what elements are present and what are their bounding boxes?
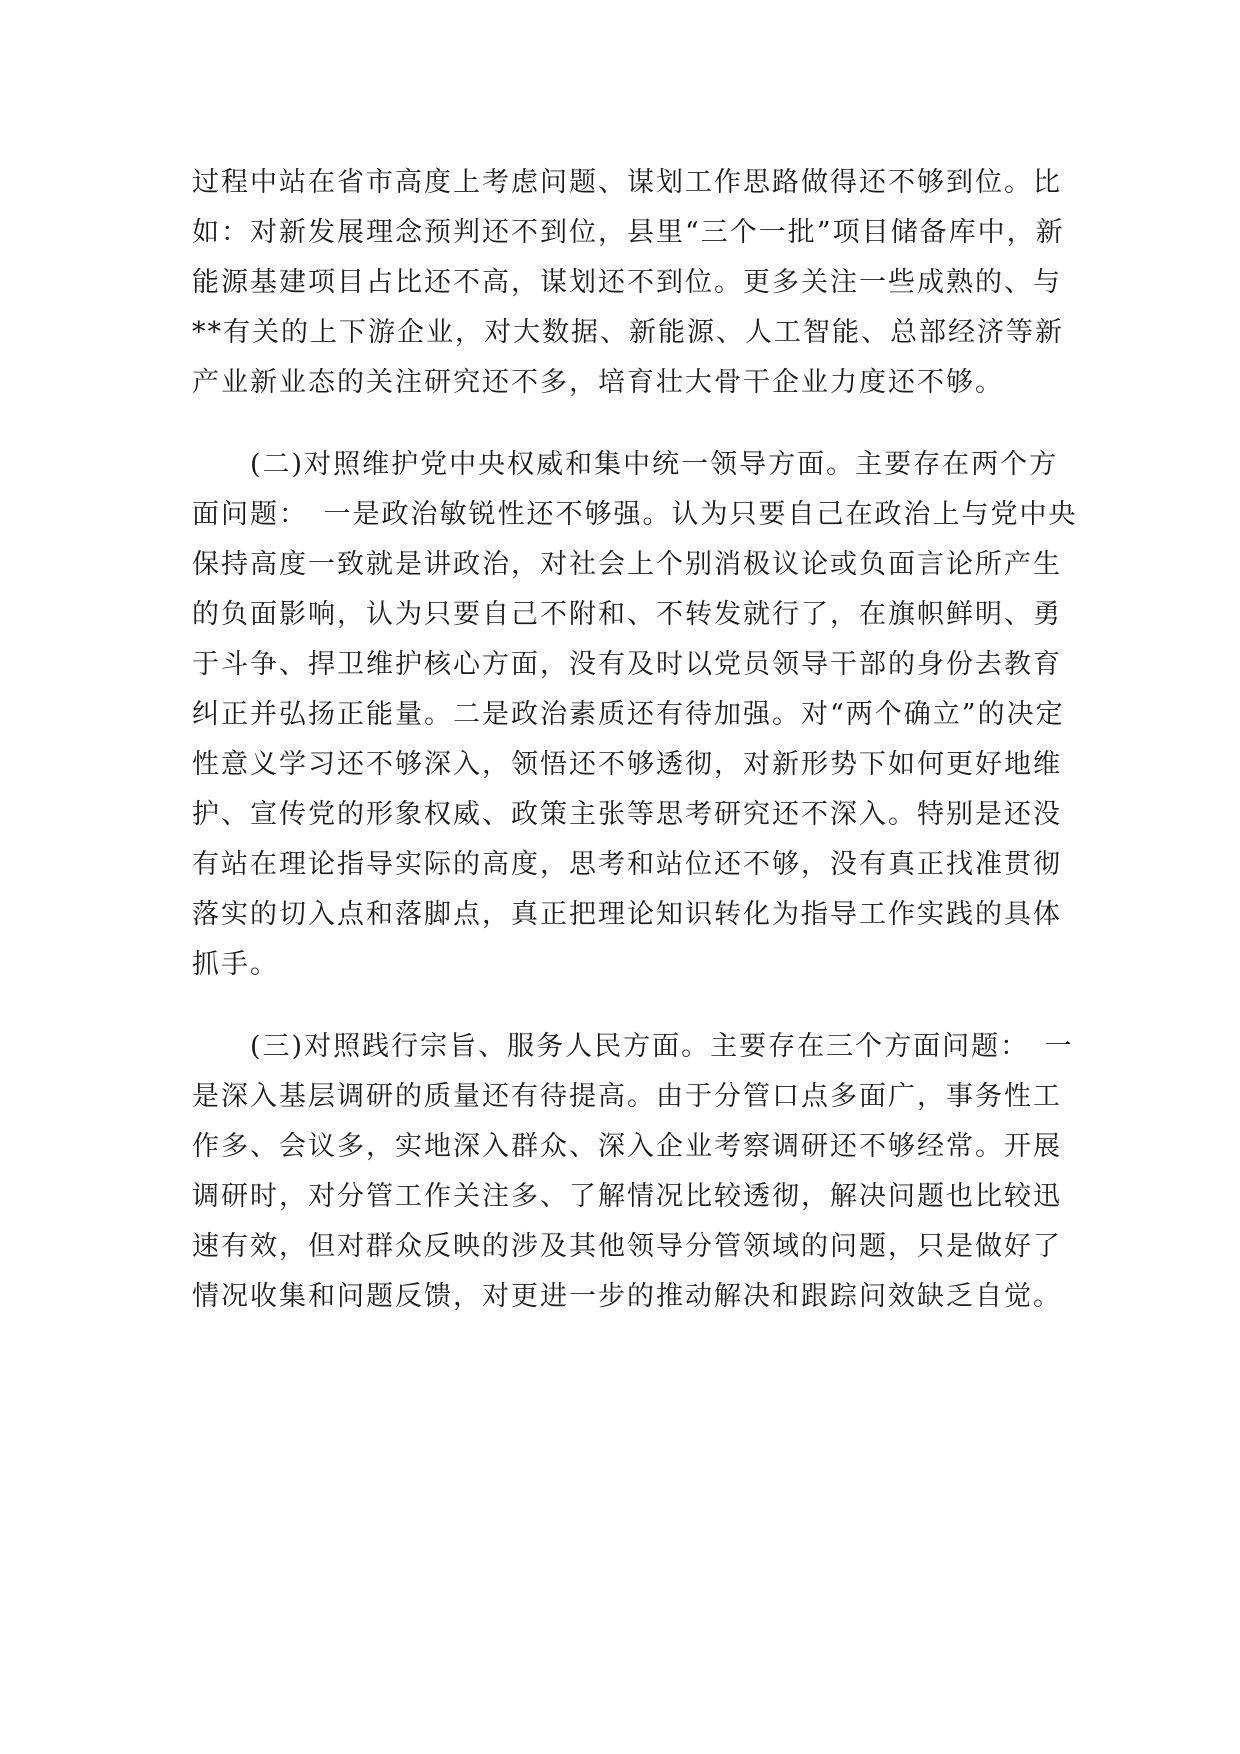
document-body [192, 158, 1078, 1322]
text-line: 作多、会议多，实地深入群众、深入企业考察调研还不够经常。开展 [192, 1131, 1062, 1162]
text-line: 性意义学习还不够深入，领悟还不够透彻，对新形势下如何更好地维 [192, 749, 1062, 780]
text-line: 产业新业态的关注研究还不多，培育壮大骨干企业力度还不够。 [192, 367, 1004, 398]
paragraph-spacer [192, 408, 1054, 440]
text-line: 情况收集和问题反馈，对更进一步的推动解决和跟踪问效缺乏自觉。 [192, 1281, 1062, 1312]
text-line: 面问题： 一是政治敏锐性还不够强。认为只要自己在政治上与党中央 [192, 499, 1078, 530]
text-line: 纠正并弘扬正能量。二是政治素质还有待加强。对“两个确立”的决定 [192, 699, 1065, 730]
text-line: 是深入基层调研的质量还有待提高。由于分管口点多面广，事务性工 [192, 1081, 1062, 1112]
text-line: 抓手。 [192, 949, 279, 980]
text-line: (三)对照践行宗旨、服务人民方面。主要存在三个方面问题： 一 [250, 1031, 1074, 1062]
paragraph-2 [192, 440, 1078, 990]
paragraph-1 [192, 158, 1065, 408]
paragraph-3 [192, 1022, 1074, 1322]
text-line: 落实的切入点和落脚点，真正把理论知识转化为指导工作实践的具体 [192, 899, 1062, 930]
text-line: 护、宣传党的形象权威、政策主张等思考研究还不深入。特别是还没 [192, 799, 1062, 830]
text-line: **有关的上下游企业，对大数据、新能源、人工智能、总部经济等新 [192, 317, 1064, 348]
text-line: 过程中站在省市高度上考虑问题、谋划工作思路做得还不够到位。比 [192, 167, 1062, 198]
text-line: 如：对新发展理念预判还不到位，县里“三个一批”项目储备库中，新 [192, 217, 1065, 248]
text-line: 于斗争、捍卫维护核心方面，没有及时以党员领导干部的身份去教育 [192, 649, 1062, 680]
text-line: 保持高度一致就是讲政治，对社会上个别消极议论或负面言论所产生 [192, 549, 1062, 580]
text-line: 能源基建项目占比还不高，谋划还不到位。更多关注一些成熟的、与 [192, 267, 1062, 298]
text-line: (二)对照维护党中央权威和集中统一领导方面。主要存在两个方 [250, 449, 1059, 480]
text-line: 的负面影响，认为只要自己不附和、不转发就行了，在旗帜鲜明、勇 [192, 599, 1062, 630]
text-line: 有站在理论指导实际的高度，思考和站位还不够，没有真正找准贯彻 [192, 849, 1062, 880]
text-line: 调研时，对分管工作关注多、了解情况比较透彻，解决问题也比较迅 [192, 1181, 1062, 1212]
paragraph-spacer [192, 990, 1054, 1022]
text-line: 速有效，但对群众反映的涉及其他领导分管领域的问题，只是做好了 [192, 1231, 1062, 1262]
